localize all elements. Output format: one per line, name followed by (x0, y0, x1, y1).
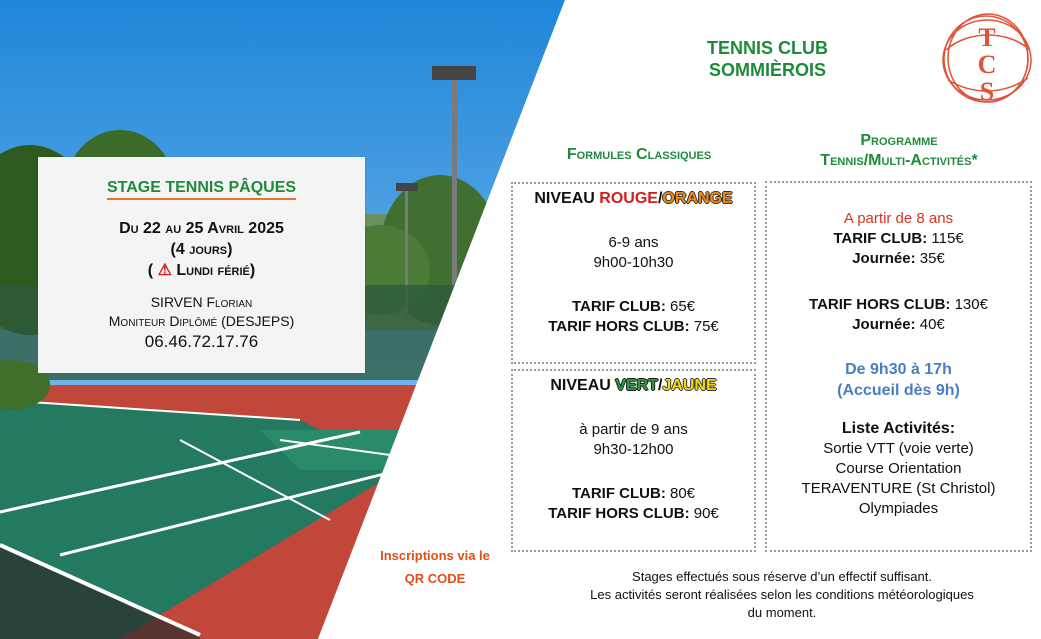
stage-dates: Du 22 au 25 Avril 2025 (119, 220, 284, 237)
stage-title: STAGE TENNIS PÂQUES (107, 179, 296, 200)
activity-item: TERAVENTURE (St Christol) (801, 480, 996, 497)
coach-title: Moniteur Diplômé (DESJEPS) (108, 313, 295, 329)
tarif-hors-club: TARIF HORS CLUB: 75€ (548, 318, 719, 335)
club-name: TENNIS CLUB SOMMIÈROIS (707, 38, 828, 80)
level-title: NIVEAU ROUGE/ORANGE (534, 190, 733, 207)
programme-card (765, 181, 1032, 552)
club-logo (938, 10, 1036, 108)
footer-notes: Stages effectués sous réserve d’un effectif suffisant. Les activités seront réalisées selon les conditions météorologiques du moment. (590, 569, 974, 620)
programme-journee-club: Journée: 35€ (852, 250, 945, 267)
holiday-note: ( ⚠ Lundi férié) (147, 262, 256, 279)
programme-tarif-club: TARIF CLUB: 115€ (833, 230, 964, 247)
level-ages: à partir de 9 ans (579, 421, 688, 438)
warning-icon: ⚠ (157, 262, 172, 279)
stage-dates-block (38, 218, 365, 281)
formules-heading: Formules Classiques (566, 146, 712, 163)
svg-text:S: S (979, 77, 995, 106)
activity-item: Sortie VTT (voie verte) (823, 440, 974, 457)
activities-title: Liste Activités: (841, 420, 956, 437)
formule-card-vert-jaune (511, 369, 756, 552)
programme-journee-hors-club: Journée: 40€ (852, 316, 945, 333)
stage-days: (4 jours) (170, 241, 233, 258)
svg-text:C: C (977, 50, 997, 79)
programme-heading: Programme Tennis/Multi-Activités* (820, 132, 978, 169)
stage-info-box (38, 157, 365, 373)
activity-item: Olympiades (858, 500, 939, 517)
tarif-club: TARIF CLUB: 80€ (571, 485, 696, 502)
programme-age: A partir de 8 ans (843, 210, 954, 227)
level-hours: 9h30-12h00 (593, 441, 674, 458)
level-title: NIVEAU VERT/JAUNE (550, 377, 717, 394)
programme-hours: De 9h30 à 17h (845, 361, 952, 378)
svg-text:T: T (978, 23, 996, 52)
coach-info (38, 293, 365, 352)
tarif-hors-club: TARIF HORS CLUB: 90€ (548, 505, 719, 522)
coach-phone: 06.46.72.17.76 (144, 332, 259, 351)
programme-tarif-hors-club: TARIF HORS CLUB: 130€ (809, 296, 988, 313)
inscriptions-note: Inscriptions via le QR CODE (380, 548, 490, 586)
programme-accueil: (Accueil dès 9h) (837, 382, 960, 399)
level-ages: 6-9 ans (608, 234, 659, 251)
activity-item: Course Orientation (835, 460, 962, 477)
level-hours: 9h00-10h30 (593, 254, 674, 271)
coach-name: SIRVEN Florian (150, 294, 253, 310)
formule-card-rouge-orange (511, 182, 756, 364)
tarif-club: TARIF CLUB: 65€ (571, 298, 696, 315)
